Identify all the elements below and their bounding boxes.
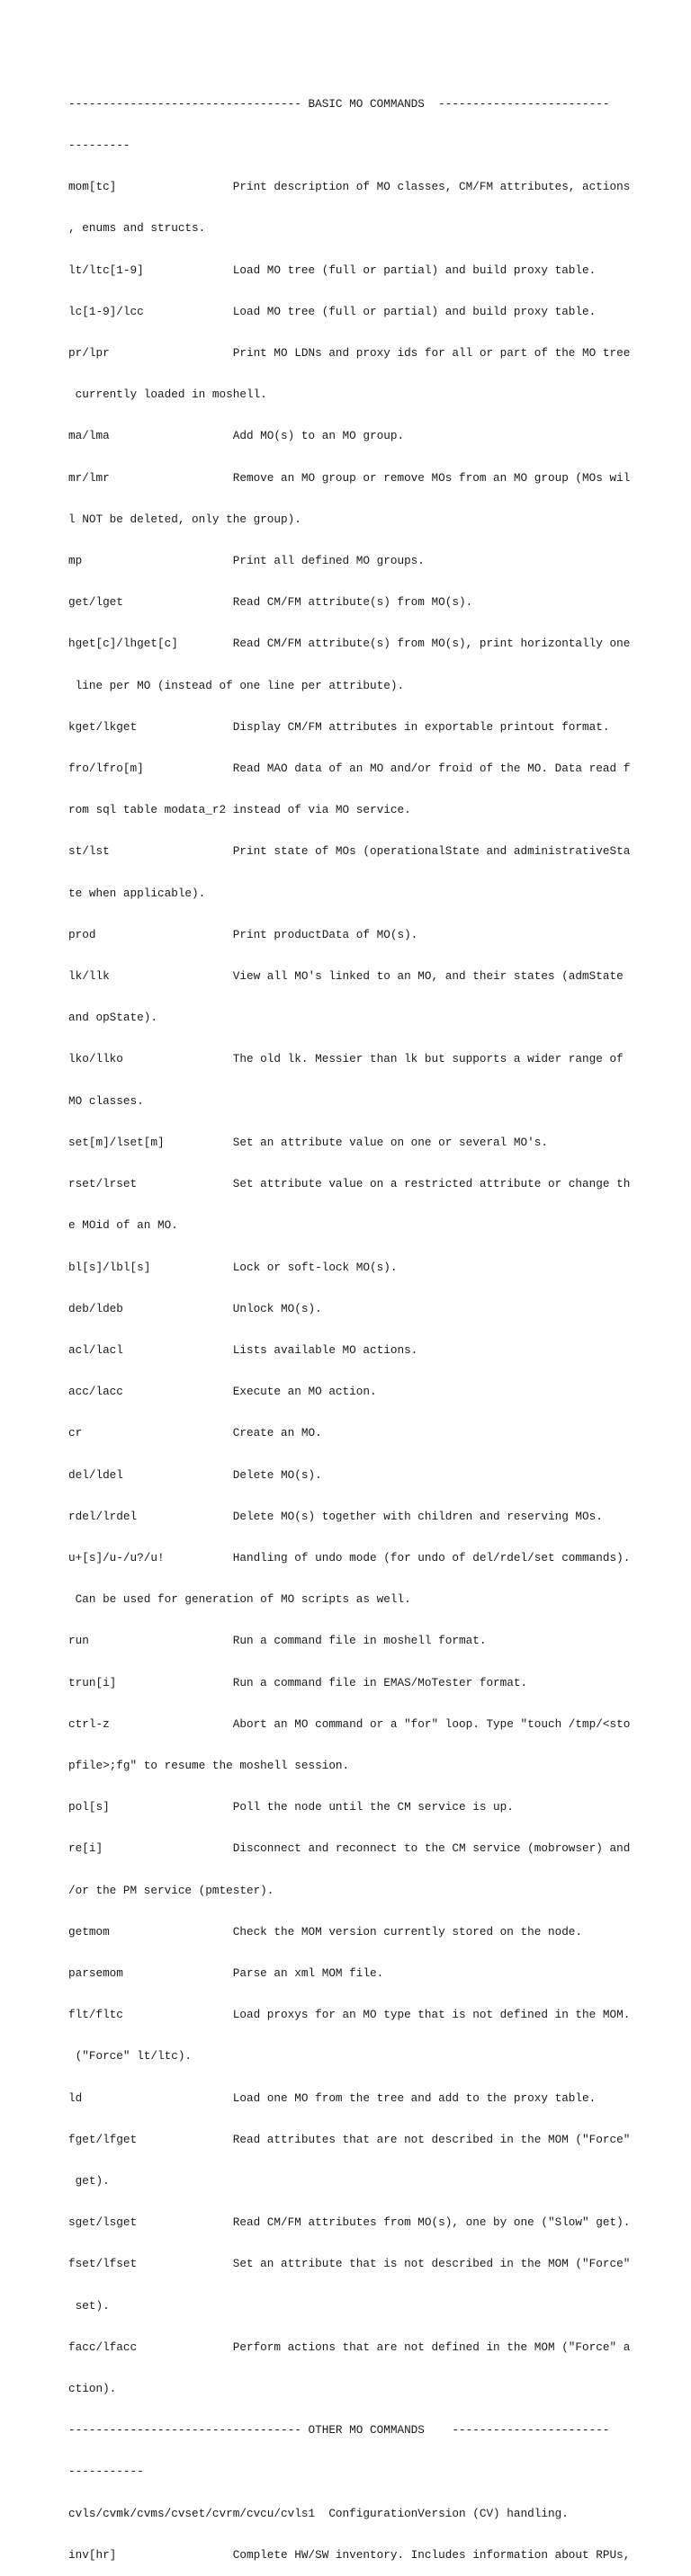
section-header-continuation: ----------- (68, 2465, 144, 2479)
text-line: flt/fltc Load proxys for an MO type that is not defined in the MOM. (68, 2008, 631, 2022)
text-line: mom[tc] Print description of MO classes, CM/FM attributes, actions (68, 180, 631, 194)
text-line: deb/ldeb Unlock MO(s). (68, 1301, 322, 1315)
text-line: st/lst Print state of MOs (operationalState and administrativeSta (68, 844, 631, 859)
text-line: parsemom Parse an xml MOM file. (68, 1965, 384, 1980)
text-line: pol[s] Poll the node until the CM service is up. (68, 1800, 514, 1814)
text-line: facc/lfacc Perform actions that are not defined in the MOM ("Force" a (68, 2340, 631, 2354)
text-line: bl[s]/lbl[s] Lock or soft-lock MO(s). (68, 1260, 398, 1274)
text-line: lk/llk View all MO's linked to an MO, and their states (admState (68, 969, 624, 984)
text-line: fro/lfro[m] Read MAO data of an MO and/or froid of the MO. Data read f (68, 762, 631, 776)
text-line: set). (68, 2298, 110, 2313)
section-header-basic-mo-commands: ---------------------------------- BASIC MO COMMANDS ------------------------- (68, 96, 610, 111)
text-line: Can be used for generation of MO scripts as well. (68, 1592, 411, 1607)
text-line: mr/lmr Remove an MO group or remove MOs from an MO group (MOs wil (68, 470, 631, 485)
text-line: del/ldel Delete MO(s). (68, 1467, 322, 1482)
text-line: rset/lrset Set attribute value on a restricted attribute or change th (68, 1177, 631, 1191)
text-line: inv[hr] Complete HW/SW inventory. Includes information about RPUs, (68, 2547, 631, 2562)
text-line: , enums and structs. (68, 221, 206, 236)
command-reference-text (68, 69, 631, 2576)
text-line: ld Load one MO from the tree and add to the proxy table. (68, 2090, 597, 2105)
section-header-other-mo-commands: ---------------------------------- OTHER MO COMMANDS ----------------------- (68, 2423, 610, 2438)
text-line: te when applicable). (68, 886, 206, 900)
text-line: lko/llko The old lk. Messier than lk but supports a wider range of (68, 1052, 624, 1066)
text-line: u+[s]/u-/u?/u! Handling of undo mode (for undo of del/rdel/set commands). (68, 1550, 631, 1564)
text-line: lt/ltc[1-9] Load MO tree (full or partial) and build proxy table. (68, 263, 597, 277)
text-line: pfile>;fg" to resume the moshell session. (68, 1758, 350, 1772)
text-line: ma/lma Add MO(s) to an MO group. (68, 429, 405, 443)
text-line: pr/lpr Print MO LDNs and proxy ids for all or part of the MO tree (68, 346, 631, 361)
text-line: currently loaded in moshell. (68, 388, 267, 402)
text-line: kget/lkget Display CM/FM attributes in exportable printout format. (68, 719, 610, 734)
text-line: cvls/cvmk/cvms/cvset/cvrm/cvcu/cvls1 ConfigurationVersion (CV) handling. (68, 2506, 569, 2520)
text-line: trun[i] Run a command file in EMAS/MoTester format. (68, 1675, 528, 1689)
text-line: fset/lfset Set an attribute that is not described in the MOM ("Force" (68, 2257, 631, 2271)
text-line: hget[c]/lhget[c] Read CM/FM attribute(s) from MO(s), print horizontally one (68, 637, 631, 651)
section-header-continuation: --------- (68, 138, 130, 153)
text-line: rdel/lrdel Delete MO(s) together with children and reserving MOs. (68, 1509, 603, 1523)
text-line: ("Force" lt/ltc). (68, 2049, 193, 2063)
text-line: e MOid of an MO. (68, 1218, 178, 1233)
text-line: l NOT be deleted, only the group). (68, 512, 301, 526)
text-line: MO classes. (68, 1093, 144, 1108)
text-line: set[m]/lset[m] Set an attribute value on one or several MO's. (68, 1135, 548, 1149)
text-line: acc/lacc Execute an MO action. (68, 1385, 377, 1399)
text-line: line per MO (instead of one line per attribute). (68, 678, 405, 692)
text-line: and opState). (68, 1011, 157, 1025)
text-line: acl/lacl Lists available MO actions. (68, 1342, 418, 1357)
text-line: prod Print productData of MO(s). (68, 927, 418, 941)
text-line: fget/lfget Read attributes that are not described in the MOM ("Force" (68, 2132, 631, 2146)
text-line: rom sql table modata_r2 instead of via MO service. (68, 803, 411, 817)
text-line: mp Print all defined MO groups. (68, 554, 425, 568)
text-line: /or the PM service (pmtester). (68, 1883, 274, 1897)
text-line: cr Create an MO. (68, 1426, 322, 1440)
text-line: sget/lsget Read CM/FM attributes from MO(s), one by one ("Slow" get). (68, 2215, 631, 2230)
text-line: get/lget Read CM/FM attribute(s) from MO(s). (68, 595, 473, 610)
text-line: lc[1-9]/lcc Load MO tree (full or partial) and build proxy table. (68, 304, 597, 318)
text-line: getmom Check the MOM version currently stored on the node. (68, 1924, 583, 1939)
text-line: ctrl-z Abort an MO command or a "for" loop. Type "touch /tmp/<sto (68, 1716, 631, 1731)
text-line: re[i] Disconnect and reconnect to the CM service (mobrowser) and (68, 1841, 631, 1856)
text-line: ction). (68, 2381, 117, 2395)
text-line: get). (68, 2173, 110, 2188)
text-line: run Run a command file in moshell format. (68, 1634, 487, 1648)
